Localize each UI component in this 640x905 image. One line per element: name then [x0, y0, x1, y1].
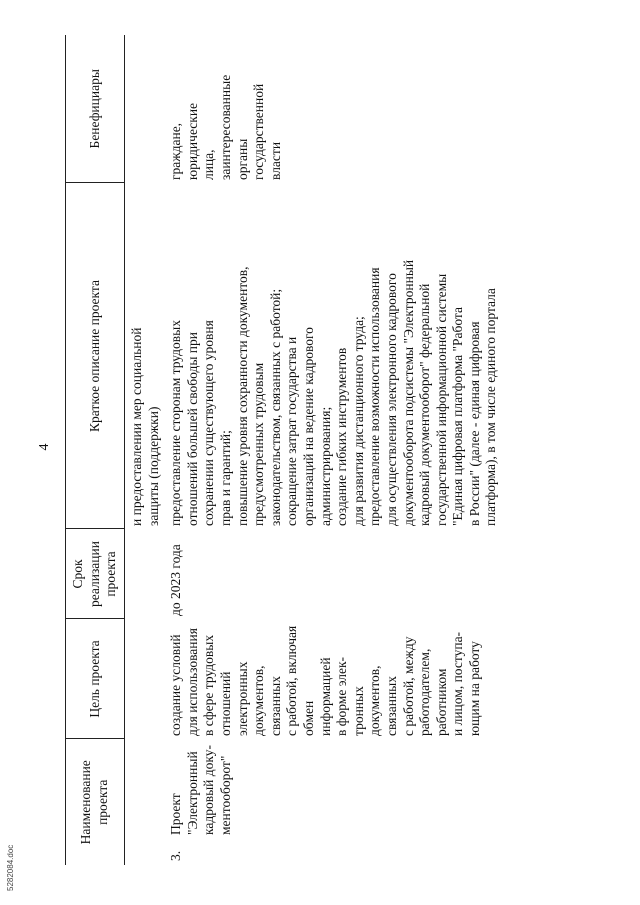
text-line: сохранении существующего уровня [201, 320, 217, 526]
continuation-text [125, 183, 165, 529]
text-line: связанных [383, 676, 399, 736]
text-line: Проект [168, 793, 184, 835]
text-line: ментооборот" [217, 755, 233, 835]
text-line: документов, [251, 665, 267, 736]
text-line: платформа), в том числе единого портала [483, 288, 499, 526]
text-line: обмен [300, 700, 316, 736]
text-line: связанных [267, 676, 283, 736]
text-line: администрирования; [317, 406, 333, 526]
text-line: создание условий [168, 634, 184, 736]
text-line: отношений [217, 671, 233, 736]
projects-table [65, 35, 500, 865]
text-line: электронных [234, 661, 250, 736]
project-name [168, 743, 234, 835]
text-line: защиты (поддержки) [145, 406, 161, 526]
text-line: лица, [201, 149, 217, 180]
text-line: кадровый документооборот" федеральной [417, 283, 433, 526]
text-line: для развития дистанционного труда; [350, 316, 366, 526]
text-line: в форме элек- [334, 656, 350, 736]
text-line: государственной [251, 83, 267, 180]
short-description-cell [164, 183, 500, 529]
text-line: повышение уровня сохранности документов, [234, 266, 250, 526]
text-line: заинтересованные [217, 74, 233, 180]
text-line: работодателем, [417, 648, 433, 736]
text-line: с работой, включая [284, 625, 300, 736]
text-line: информацией [317, 657, 333, 736]
header-implementation-term: Срок реализации проекта [66, 529, 125, 619]
text-line: с работой, между [400, 636, 416, 736]
text-line: в России" (далее - единая цифровая [466, 321, 482, 526]
continuation-row [125, 35, 165, 865]
text-line: прав и гарантий; [217, 430, 233, 526]
text-line: "Единая цифровая платформа "Работа [450, 307, 466, 526]
text-line: юридические [184, 102, 200, 180]
text-line: ющим на работу [466, 641, 482, 736]
term-text: до 2023 года [168, 544, 184, 616]
row-number: 3. [168, 850, 184, 861]
text-line: предоставление возможности использования [367, 267, 383, 526]
text-line: власти [267, 141, 283, 180]
text-line: тронных [350, 686, 366, 736]
file-code-margin [6, 845, 20, 905]
header-short-description: Краткое описание проекта [66, 183, 125, 529]
beneficiaries-cell [164, 35, 500, 183]
text-line: государственной информационной системы [433, 273, 449, 526]
header-project-goal: Цель проекта [66, 619, 125, 739]
header-beneficiaries: Бенефициары [66, 35, 125, 183]
project-name-cell [164, 739, 500, 865]
implementation-term-cell [164, 529, 500, 619]
text-line: предусмотренных трудовым [251, 362, 267, 526]
project-goal-cell [164, 619, 500, 739]
text-line: работником [433, 668, 449, 736]
text-line: законодательством, связанных с работой; [267, 288, 283, 526]
text-line: сокращение затрат государства и [284, 336, 300, 526]
text-line: организаций на ведение кадрового [300, 327, 316, 526]
rotated-landscape-sheet [35, 35, 615, 865]
text-line: документов, [367, 665, 383, 736]
text-line: граждане, [168, 122, 184, 180]
table-row [164, 35, 500, 865]
file-code: 5282084.doc [6, 844, 15, 891]
text-line: создание гибких инструментов [334, 347, 350, 526]
text-line: и предоставлении мер социальной [129, 327, 144, 526]
text-line: кадровый доку- [201, 745, 217, 835]
table-header-row [66, 35, 125, 865]
text-line: органы [234, 138, 250, 180]
text-line: в сфере трудовых [201, 634, 217, 736]
text-line: отношений большей свободы при [184, 332, 200, 526]
text-line: документооборота подсистемы "Электронный [400, 259, 416, 526]
text-line: и лицом, поступа- [450, 631, 466, 736]
header-project-name: Наименование проекта [66, 739, 125, 865]
page-number: 4 [37, 443, 52, 451]
text-line: предоставление сторонам трудовых [168, 320, 184, 526]
text-line: "Электронный [184, 751, 200, 835]
text-line: для использования [184, 628, 200, 736]
text-line: для осуществления электронного кадрового [383, 273, 399, 526]
